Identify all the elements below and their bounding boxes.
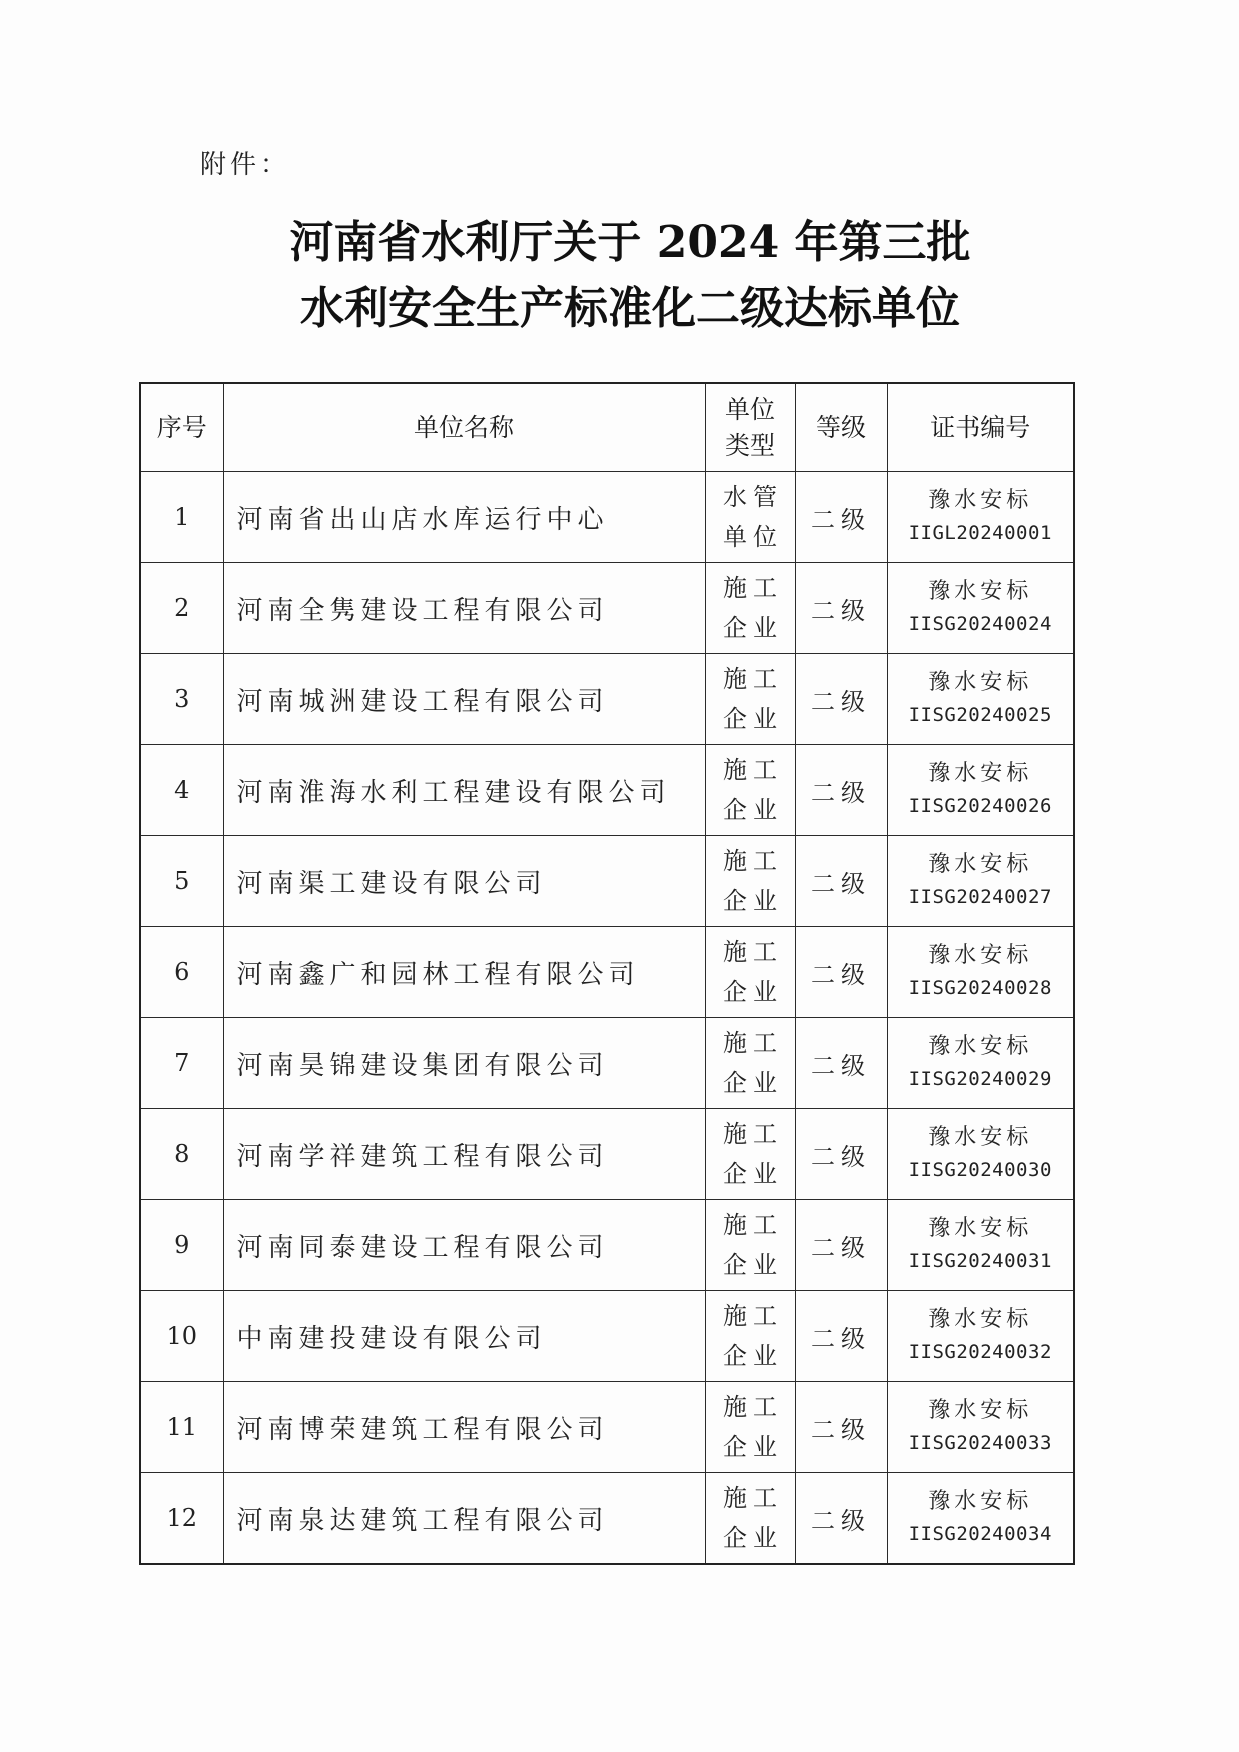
certification-level: 二级: [795, 1109, 887, 1200]
column-header-certificate-no: 证书编号: [887, 383, 1074, 472]
column-header-unit-type-line-1: 单位: [724, 394, 775, 424]
table-row: [140, 1109, 1074, 1200]
certification-level: 二级: [795, 1291, 887, 1382]
certificate-number: [887, 927, 1074, 1018]
certificate-prefix: 豫水安标: [928, 1125, 1033, 1150]
certificate-number: [887, 1200, 1074, 1291]
row-number: 11: [140, 1382, 223, 1473]
unit-type: [705, 654, 795, 745]
unit-type-line-2: 企业: [723, 796, 783, 824]
row-number: 9: [140, 1200, 223, 1291]
attachment-label: 附件：: [200, 150, 291, 180]
table-row: [140, 1200, 1074, 1291]
certificate-number: [887, 745, 1074, 836]
certification-level: 二级: [795, 654, 887, 745]
column-header-unit-type: [705, 383, 795, 472]
certification-level: 二级: [795, 1473, 887, 1565]
unit-type: [705, 745, 795, 836]
row-number: 4: [140, 745, 223, 836]
unit-name: 河南渠工建设有限公司: [223, 836, 705, 927]
certification-level: 二级: [795, 1382, 887, 1473]
certificate-code: IISG20240029: [908, 1068, 1052, 1090]
unit-type-line-1: 施工: [723, 1302, 783, 1330]
table-row: [140, 1018, 1074, 1109]
table-row: [140, 745, 1074, 836]
unit-type-line-2: 企业: [723, 887, 783, 915]
table-row: [140, 563, 1074, 654]
certificate-code: IISG20240028: [908, 977, 1052, 999]
certificate-number: [887, 563, 1074, 654]
row-number: 3: [140, 654, 223, 745]
unit-type-line-1: 施工: [723, 1211, 783, 1239]
unit-name: 河南博荣建筑工程有限公司: [223, 1382, 705, 1473]
certification-level: 二级: [795, 745, 887, 836]
certified-units-table: [139, 382, 1075, 1565]
table-row: [140, 836, 1074, 927]
certificate-prefix: 豫水安标: [928, 1489, 1033, 1514]
certificate-code: IISG20240025: [908, 704, 1052, 726]
certificate-code: IISG20240024: [908, 613, 1052, 635]
certificate-number: [887, 1473, 1074, 1565]
unit-type-line-1: 施工: [723, 1484, 783, 1512]
certificate-number: [887, 1018, 1074, 1109]
unit-type-line-2: 单位: [723, 523, 783, 551]
row-number: 2: [140, 563, 223, 654]
table-header-row: [140, 383, 1074, 472]
unit-name: 河南泉达建筑工程有限公司: [223, 1473, 705, 1565]
unit-type-line-1: 施工: [723, 574, 783, 602]
unit-name: 河南鑫广和园林工程有限公司: [223, 927, 705, 1018]
unit-type-line-2: 企业: [723, 1524, 783, 1552]
certificate-code: IIGL20240001: [908, 522, 1052, 544]
certificate-prefix: 豫水安标: [928, 1034, 1033, 1059]
unit-name: 中南建投建设有限公司: [223, 1291, 705, 1382]
table-row: [140, 1291, 1074, 1382]
unit-type-line-1: 施工: [723, 938, 783, 966]
unit-type: [705, 1473, 795, 1565]
unit-type: [705, 1291, 795, 1382]
row-number: 6: [140, 927, 223, 1018]
unit-type-line-1: 施工: [723, 665, 783, 693]
unit-type-line-2: 企业: [723, 1342, 783, 1370]
unit-name: 河南城洲建设工程有限公司: [223, 654, 705, 745]
certificate-number: [887, 472, 1074, 563]
table-row: [140, 654, 1074, 745]
certificate-prefix: 豫水安标: [928, 1307, 1033, 1332]
column-header-level: 等级: [795, 383, 887, 472]
unit-name: 河南学祥建筑工程有限公司: [223, 1109, 705, 1200]
certificate-code: IISG20240034: [908, 1523, 1052, 1545]
certificate-code: IISG20240030: [908, 1159, 1052, 1181]
unit-type-line-2: 企业: [723, 1160, 783, 1188]
unit-type-line-2: 企业: [723, 614, 783, 642]
unit-name: 河南省出山店水库运行中心: [223, 472, 705, 563]
unit-name: 河南同泰建设工程有限公司: [223, 1200, 705, 1291]
unit-type-line-2: 企业: [723, 705, 783, 733]
certificate-prefix: 豫水安标: [928, 488, 1033, 513]
unit-type-line-1: 施工: [723, 1393, 783, 1421]
certificate-code: IISG20240026: [908, 795, 1052, 817]
unit-name: 河南全隽建设工程有限公司: [223, 563, 705, 654]
unit-type-line-1: 施工: [723, 1120, 783, 1148]
unit-type-line-1: 水管: [723, 483, 783, 511]
column-header-unit-type-line-2: 类型: [724, 430, 775, 460]
column-header-unit-name: 单位名称: [223, 383, 705, 472]
unit-name: 河南淮海水利工程建设有限公司: [223, 745, 705, 836]
row-number: 10: [140, 1291, 223, 1382]
unit-type: [705, 1109, 795, 1200]
unit-type: [705, 1382, 795, 1473]
certificate-prefix: 豫水安标: [928, 579, 1033, 604]
certificate-prefix: 豫水安标: [928, 943, 1033, 968]
certificate-code: IISG20240027: [908, 886, 1052, 908]
unit-name: 河南昊锦建设集团有限公司: [223, 1018, 705, 1109]
certification-level: 二级: [795, 1018, 887, 1109]
certificate-prefix: 豫水安标: [928, 670, 1033, 695]
unit-type-line-2: 企业: [723, 1069, 783, 1097]
certification-level: 二级: [795, 563, 887, 654]
unit-type: [705, 563, 795, 654]
unit-type-line-1: 施工: [723, 1029, 783, 1057]
certification-level: 二级: [795, 472, 887, 563]
unit-type-line-2: 企业: [723, 978, 783, 1006]
table-row: [140, 927, 1074, 1018]
row-number: 1: [140, 472, 223, 563]
certificate-number: [887, 836, 1074, 927]
certificate-code: IISG20240032: [908, 1341, 1052, 1363]
certification-level: 二级: [795, 836, 887, 927]
row-number: 12: [140, 1473, 223, 1565]
certificate-prefix: 豫水安标: [928, 852, 1033, 877]
table-row: [140, 1382, 1074, 1473]
certification-level: 二级: [795, 927, 887, 1018]
certificate-number: [887, 1109, 1074, 1200]
unit-type: [705, 1200, 795, 1291]
certificate-prefix: 豫水安标: [928, 1398, 1033, 1423]
table-row: [140, 1473, 1074, 1565]
unit-type: [705, 1018, 795, 1109]
certificate-code: IISG20240031: [908, 1250, 1052, 1272]
title-line-2: 水利安全生产标准化二级达标单位: [300, 283, 960, 334]
table-row: [140, 472, 1074, 563]
document-title: [40, 210, 1220, 342]
certificate-number: [887, 654, 1074, 745]
row-number: 8: [140, 1109, 223, 1200]
unit-type-line-1: 施工: [723, 847, 783, 875]
title-line-1: 河南省水利厅关于 2024 年第三批: [289, 217, 971, 268]
row-number: 5: [140, 836, 223, 927]
certificate-prefix: 豫水安标: [928, 1216, 1033, 1241]
column-header-number: 序号: [140, 383, 223, 472]
certificate-code: IISG20240033: [908, 1432, 1052, 1454]
unit-type: [705, 836, 795, 927]
certificate-number: [887, 1291, 1074, 1382]
certificate-prefix: 豫水安标: [928, 761, 1033, 786]
unit-type-line-2: 企业: [723, 1433, 783, 1461]
certification-level: 二级: [795, 1200, 887, 1291]
certificate-number: [887, 1382, 1074, 1473]
unit-type-line-2: 企业: [723, 1251, 783, 1279]
unit-type: [705, 927, 795, 1018]
unit-type: [705, 472, 795, 563]
table-body: [140, 472, 1074, 1565]
unit-type-line-1: 施工: [723, 756, 783, 784]
row-number: 7: [140, 1018, 223, 1109]
